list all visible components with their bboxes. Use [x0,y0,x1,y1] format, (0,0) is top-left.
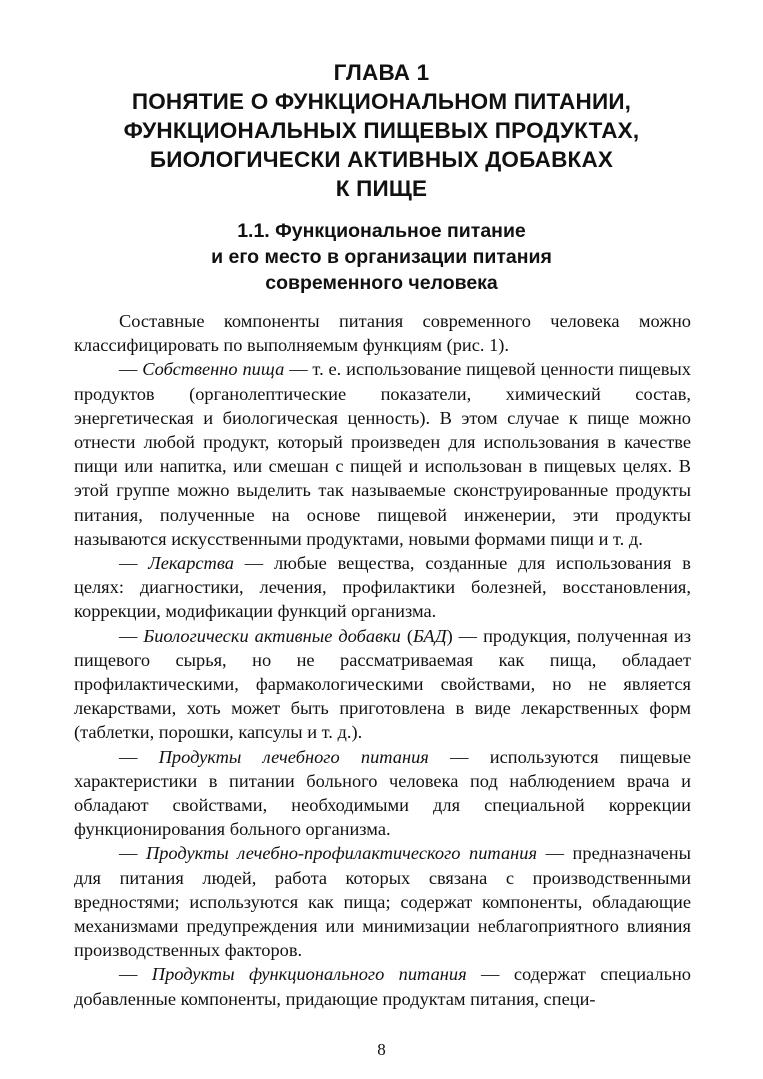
section-title-line: и его место в организации питания [211,246,552,268]
term: Продукты лечебно-профилактического питания [145,843,538,864]
paragraph [74,962,691,1010]
paragraph-text: — т. е. использование пищевой ценности пищевых продуктов (органолептические показатели, химический состав, энергетическая и биологическая ценность). В этом случае к пище можно отнести любой продукт, который произведен для использования в качестве пищи или напитка, или смешан с пищей и использован в пищевых целях. В этой группе можно выделить так называемые сконструированные продукты питания, полученные на основе пищевой инженерии, эти продукты называются искусственными продуктами, новыми формами пищи и т. д. [74,359,691,549]
chapter-title-line: ПОНЯТИЕ О ФУНКЦИОНАЛЬНОМ ПИТАНИИ, [131,89,632,114]
paragraph-text: — используются пищевые характеристики в питании больного человека под наблюдением врача и обладают свойствами, необходимыми для специальной коррекции функционирования больного организма. [74,746,691,840]
term: Лекарства [148,553,234,574]
paragraph [74,841,691,962]
page-number: 8 [377,1040,386,1059]
term: Продукты функционального питания [151,964,467,985]
paragraph [74,624,691,745]
chapter-title-line: ФУНКЦИОНАЛЬНЫХ ПИЩЕВЫХ ПРОДУКТАХ, [123,118,640,143]
term: Собственно пища [142,359,285,380]
dash: — [119,964,152,985]
chapter-number: ГЛАВА 1 [333,60,430,85]
chapter-title-line: БИОЛОГИЧЕСКИ АКТИВНЫХ ДОБАВКАХ [149,147,614,172]
dash: — [119,843,146,864]
section-title-line: современного человека [265,272,498,294]
dash: — [119,359,143,380]
paragraph-text: Составные компоненты питания современного человека можно классифицировать по выполняемым функциям (рис. 1). [74,311,691,356]
paragraph-text: ) — продукция, полученная из пищевого сырья, но не рассматриваемая как пища, обладает профилактическими, фармакологическими свойствами, но не является лекарствами, хоть может быть приготовлена в виде лекарственных форм (таблетки, порошки, капсулы и т. д.). [74,625,691,743]
term-abbreviation: БАД [413,625,447,646]
chapter-title-line: К ПИЩЕ [335,176,428,201]
paragraph [74,745,691,842]
paragraph [74,551,691,624]
chapter-heading [60,58,703,203]
paragraph [74,357,691,551]
paragraph [74,309,691,357]
dash: — [119,746,159,767]
section-title-line: 1.1. Функциональное питание [237,220,526,242]
paragraph-text: — любые вещества, созданные для использования в целях: диагностики, лечения, профилактики болезней, восстановления, коррекции, модификации функций организма. [74,553,691,622]
term: Продукты лечебного питания [158,746,429,767]
paragraph-text: — предназначены для питания людей, работа которых связана с производственными вредностями; используются как пища; содержат компоненты, обладающие механизмами предупреждения или минимизации неблагоприятного влияния производственных факторов. [74,843,691,961]
paragraph-text: — содержат специально добавленные компоненты, придающие продуктам питания, специ- [74,964,691,1009]
paragraph-text: ( [400,625,413,646]
section-heading [60,218,703,296]
dash: — [119,553,149,574]
term: Биологически активные добавки [143,625,401,646]
dash: — [119,625,144,646]
body-text [74,309,691,1011]
